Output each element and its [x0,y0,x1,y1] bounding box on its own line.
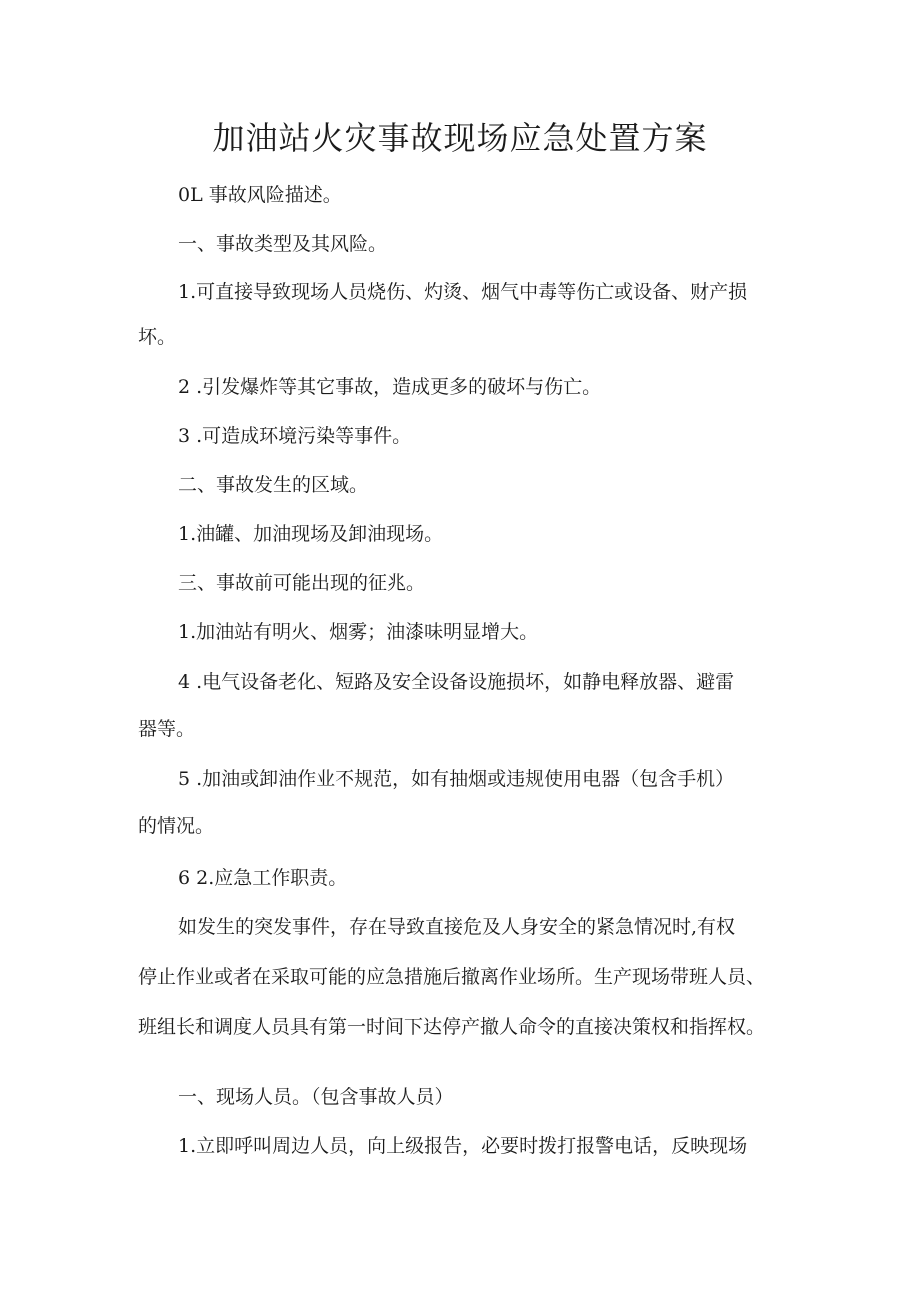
paragraph-risk-description [138,170,788,220]
text-line: 坏。 [138,326,177,348]
text-line: 3 .可造成环境污染等事件。 [178,425,412,447]
paragraph-responsibilities-heading [138,853,788,903]
paragraph-section-3-heading [138,558,788,608]
text-line: 一、现场人员。（包含事故人员） [178,1086,454,1108]
text-line: 1.油罐、加油现场及卸油现场。 [178,523,444,545]
text-line: 1.加油站有明火、烟雾；油漆味明显增大。 [178,621,539,643]
paragraph-sign-item-5 [138,754,788,851]
text-line: 一、事故类型及其风险。 [178,233,388,255]
text-line: 6 2.应急工作职责。 [178,867,348,889]
text-line: 1.可直接导致现场人员烧伤、灼烫、烟气中毒等伤亡或设备、财产损 [178,281,748,303]
paragraph-item-1 [138,267,788,362]
text-line: 班组长和调度人员具有第一时间下达停产撤人命令的直接决策权和指挥权。 [138,1016,766,1038]
text-line: 器等。 [138,718,196,740]
paragraph-section-2-heading [138,460,788,510]
text-line: 如发生的突发事件，存在导致直接危及人身安全的紧急情况时,有权 [178,916,736,938]
paragraph-onsite-personnel-heading [138,1072,788,1122]
paragraph-item-2 [138,362,788,412]
document-title: 加油站火灾事故现场应急处置方案 [212,119,708,157]
text-line: 5 .加油或卸油作业不规范，如有抽烟或违规使用电器（包含手机） [178,768,735,790]
text-line: 1.立即呼叫周边人员，向上级报告，必要时拨打报警电话，反映现场 [178,1135,748,1157]
paragraph-area-item [138,509,788,559]
text-line: 0L 事故风险描述。 [178,184,342,206]
text-line: 2 .引发爆炸等其它事故，造成更多的破坏与伤亡。 [178,376,602,398]
text-line: 4 .电气设备老化、短路及安全设备设施损坏，如静电释放器、避雷 [178,671,735,693]
text-line: 三、事故前可能出现的征兆。 [178,572,426,594]
paragraph-responsibilities-body [138,902,788,1052]
paragraph-onsite-item-1 [138,1121,788,1171]
text-line: 停止作业或者在采取可能的应急措施后撤离作业场所。生产现场带班人员、 [138,966,766,988]
text-line: 二、事故发生的区域。 [178,474,369,496]
paragraph-item-3 [138,411,788,461]
paragraph-section-1-heading [138,219,788,269]
text-line: 的情况。 [138,815,215,837]
paragraph-sign-item-1 [138,607,788,657]
paragraph-sign-item-4 [138,657,788,754]
